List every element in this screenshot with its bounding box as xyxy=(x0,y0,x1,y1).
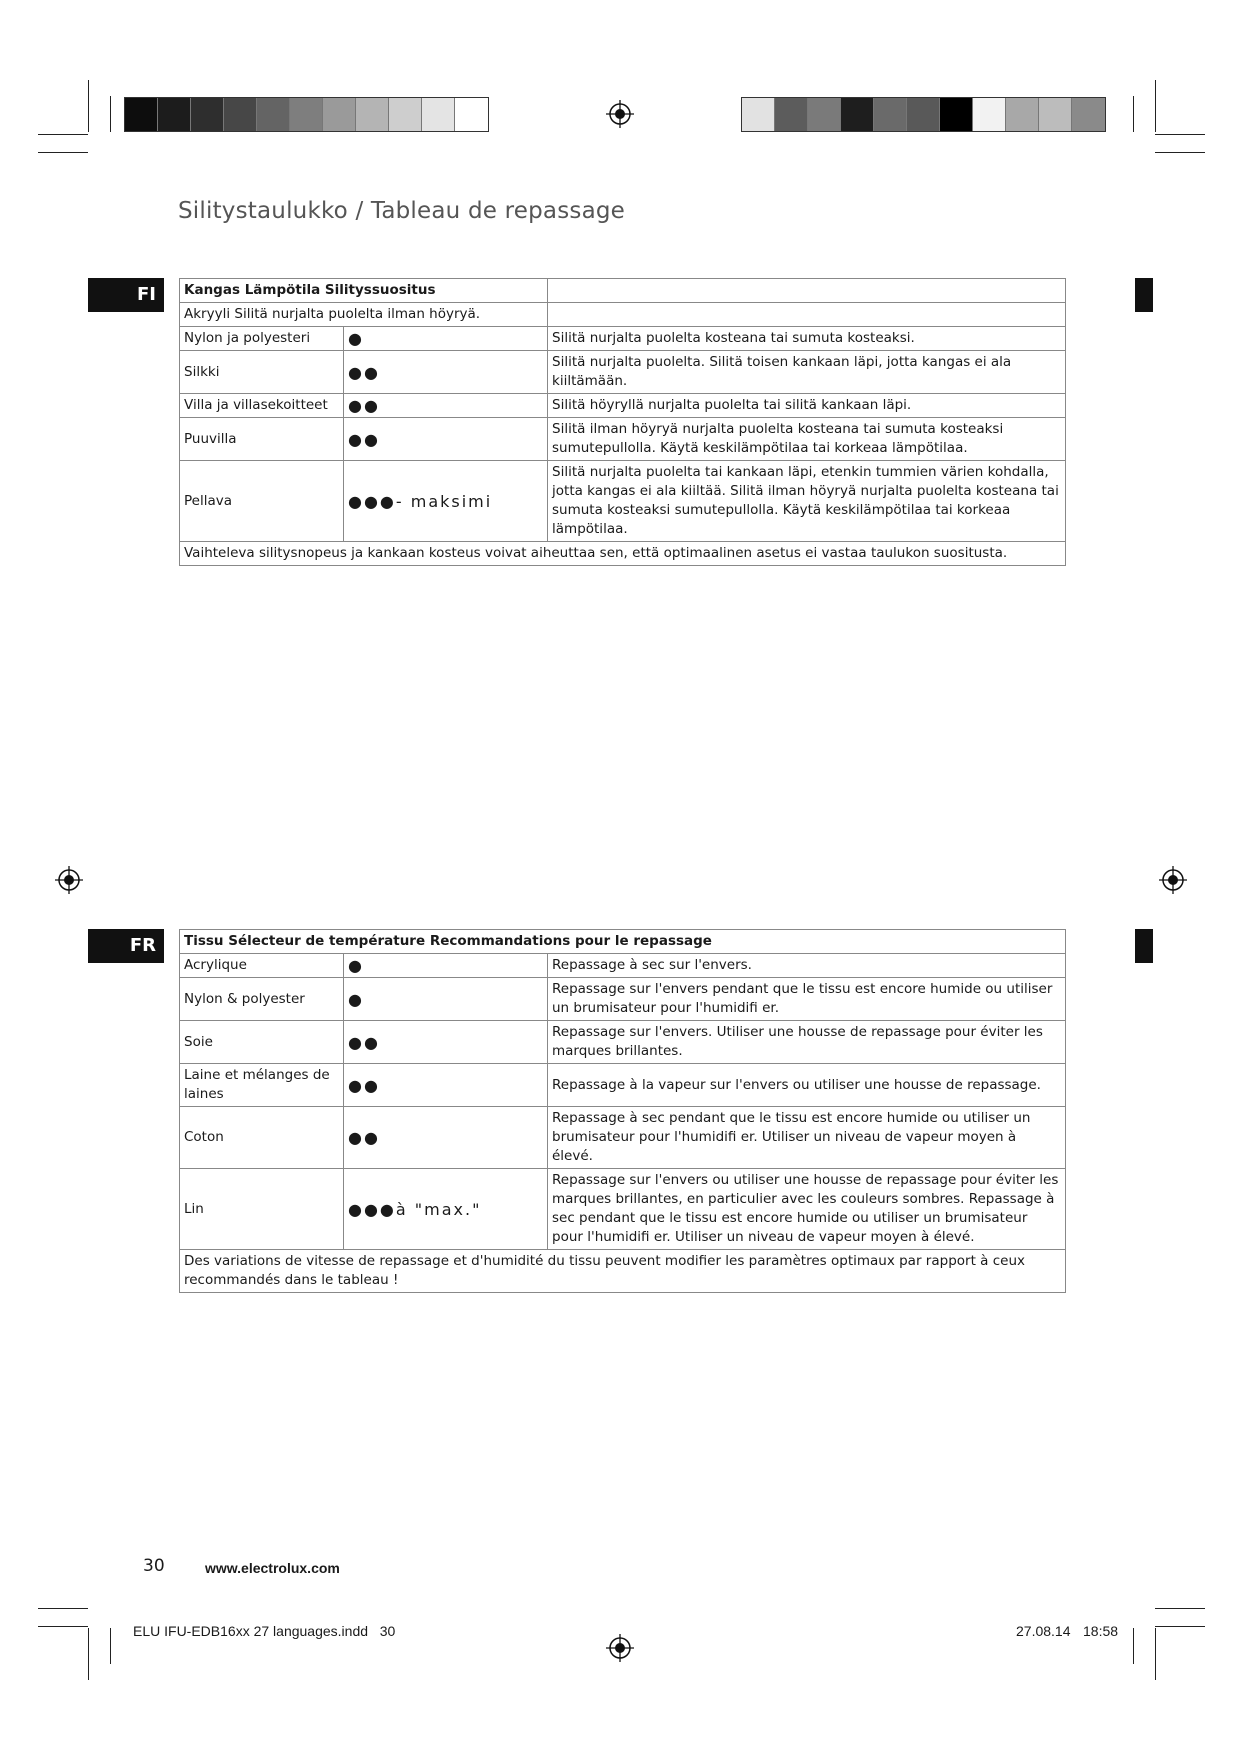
color-swatch xyxy=(1039,98,1072,131)
color-swatch xyxy=(356,98,389,131)
registration-mark-icon xyxy=(1159,866,1187,894)
table-cell-temperature: ●● xyxy=(344,418,548,461)
table-cell-advice: Repassage à sec pendant que le tissu est encore humide ou utiliser un brumisateur pour l'humidifi er. Utiliser un niveau de vapeur moyen à élevé. xyxy=(548,1107,1066,1169)
registration-mark-icon xyxy=(55,866,83,894)
language-tab-fr: FR xyxy=(88,929,164,963)
table-row xyxy=(180,1021,1066,1064)
ironing-table-fi xyxy=(179,278,1066,566)
crop-mark xyxy=(1155,1628,1156,1680)
table-cell-advice: Repassage à sec sur l'envers. xyxy=(548,954,1066,978)
table-cell-advice: Repassage sur l'envers pendant que le tissu est encore humide ou utiliser un brumisateur pour l'humidifi er. xyxy=(548,978,1066,1021)
color-bar-left xyxy=(124,97,489,132)
crop-mark xyxy=(38,152,88,153)
color-swatch xyxy=(907,98,940,131)
table-cell-temperature: ●● xyxy=(344,394,548,418)
color-swatch xyxy=(191,98,224,131)
table-note-row xyxy=(180,542,1066,566)
crop-mark xyxy=(38,1626,88,1627)
table-cell-fabric: Soie xyxy=(180,1021,344,1064)
color-swatch xyxy=(125,98,158,131)
table-row xyxy=(180,1107,1066,1169)
table-row xyxy=(180,394,1066,418)
table-row xyxy=(180,978,1066,1021)
crop-mark xyxy=(1155,152,1205,153)
crop-mark xyxy=(1155,1626,1205,1627)
table-row xyxy=(180,303,1066,327)
registration-mark-icon xyxy=(606,1634,634,1662)
table-row xyxy=(180,1064,1066,1107)
table-cell-temperature: ●● xyxy=(344,351,548,394)
page-number: 30 xyxy=(143,1556,165,1576)
website-url: www.electrolux.com xyxy=(205,1560,340,1576)
table-cell-advice: Repassage sur l'envers ou utiliser une housse de repassage pour éviter les marques brillantes, en particulier avec les couleurs sombres. Repassage à sec pendant que le tissu est encore humide ou utiliser un brumisateur pour l'humidifi er. Utiliser un niveau de vapeur moyen à élevé. xyxy=(548,1169,1066,1250)
table-cell-advice: Repassage sur l'envers. Utiliser une housse de repassage pour éviter les marques brillantes. xyxy=(548,1021,1066,1064)
table-cell-temperature: ● xyxy=(344,954,548,978)
table-cell-fabric: Acrylique xyxy=(180,954,344,978)
color-swatch xyxy=(841,98,874,131)
table-header: Tissu Sélecteur de température Recommandations pour le repassage xyxy=(180,930,1066,954)
color-swatch xyxy=(290,98,323,131)
table-cell-fabric: Nylon ja polyesteri xyxy=(180,327,344,351)
table-cell-fabric: Nylon & polyester xyxy=(180,978,344,1021)
table-cell-advice: Silitä höyryllä nurjalta puolelta tai silitä kankaan läpi. xyxy=(548,394,1066,418)
table-cell-temperature: ●● xyxy=(344,1107,548,1169)
table-row xyxy=(180,418,1066,461)
table-row xyxy=(180,954,1066,978)
table-header-row xyxy=(180,930,1066,954)
table-cell-temperature: ●● xyxy=(344,1064,548,1107)
table-cell-temperature: ●●●à "max." xyxy=(344,1169,548,1250)
table-cell-advice: Repassage à la vapeur sur l'envers ou utiliser une housse de repassage. xyxy=(548,1064,1066,1107)
table-cell-fabric: Pellava xyxy=(180,461,344,542)
table-cell-temperature: ●● xyxy=(344,1021,548,1064)
color-swatch xyxy=(389,98,422,131)
color-swatch xyxy=(874,98,907,131)
color-swatch xyxy=(323,98,356,131)
table-cell-fabric: Coton xyxy=(180,1107,344,1169)
crop-mark xyxy=(38,1608,88,1609)
table-cell-fabric: Silkki xyxy=(180,351,344,394)
table-cell-fabric: Laine et mélanges de laines xyxy=(180,1064,344,1107)
ironing-table-fr xyxy=(179,929,1066,1293)
table-note: Des variations de vitesse de repassage et d'humidité du tissu peuvent modifier les paramètres optimaux par rapport à ceux recommandés dans le tableau ! xyxy=(180,1250,1066,1293)
color-swatch xyxy=(973,98,1006,131)
table-row xyxy=(180,1169,1066,1250)
table-cell-temperature: ● xyxy=(344,978,548,1021)
table-note-row xyxy=(180,1250,1066,1293)
print-time: 18:58 xyxy=(1083,1623,1119,1639)
color-swatch xyxy=(224,98,257,131)
crop-mark xyxy=(1133,96,1134,132)
table-cell-advice: Silitä nurjalta puolelta kosteana tai sumuta kosteaksi. xyxy=(548,327,1066,351)
color-swatch xyxy=(1006,98,1039,131)
table-header: Kangas Lämpötila Silityssuositus xyxy=(180,279,548,303)
sidebar-marker xyxy=(1135,929,1153,963)
table-cell-advice: Silitä ilman höyryä nurjalta puolelta kosteana tai sumuta kosteaksi sumutepullolla. Käytä keskilämpötilaa tai korkeaa lämpötilaa. xyxy=(548,418,1066,461)
crop-mark xyxy=(110,96,111,132)
color-swatch xyxy=(808,98,841,131)
registration-mark-icon xyxy=(606,100,634,128)
color-swatch xyxy=(775,98,808,131)
crop-mark xyxy=(1155,134,1205,135)
crop-mark xyxy=(88,1628,89,1680)
color-swatch xyxy=(742,98,775,131)
crop-mark xyxy=(88,80,89,132)
table-cell-fabric: Puuvilla xyxy=(180,418,344,461)
color-swatch xyxy=(158,98,191,131)
color-swatch xyxy=(1072,98,1105,131)
crop-mark xyxy=(1133,1628,1134,1664)
color-swatch xyxy=(257,98,290,131)
table-note: Vaihteleva silitysnopeus ja kankaan kosteus voivat aiheuttaa sen, että optimaalinen asetus ei vastaa taulukon suositusta. xyxy=(180,542,1066,566)
table-row xyxy=(180,351,1066,394)
crop-mark xyxy=(38,134,88,135)
crop-mark xyxy=(110,1628,111,1664)
language-tab-fi: FI xyxy=(88,278,164,312)
color-bar-right xyxy=(741,97,1106,132)
file-info: ELU IFU-EDB16xx 27 languages.indd 30 xyxy=(133,1623,396,1639)
table-row xyxy=(180,461,1066,542)
table-cell-advice: Silitä nurjalta puolelta tai kankaan läpi, etenkin tummien värien kohdalla, jotta kangas ei ala kiiltää. Silitä ilman höyryä nurjalta puolelta kosteana tai sumuta kosteaksi sumutepullolla. Käytä keskilämpötilaa tai korkeaa lämpötilaa. xyxy=(548,461,1066,542)
table-cell-temperature: ● xyxy=(344,327,548,351)
crop-mark xyxy=(1155,1608,1205,1609)
table-cell-advice: Silitä nurjalta puolelta. Silitä toisen kankaan läpi, jotta kangas ei ala kiiltämään. xyxy=(548,351,1066,394)
table-header-row xyxy=(180,279,1066,303)
crop-mark xyxy=(1155,80,1156,132)
table-cell-text: Akryyli Silitä nurjalta puolelta ilman höyryä. xyxy=(180,303,548,327)
color-swatch xyxy=(422,98,455,131)
color-swatch xyxy=(455,98,488,131)
page-title: Silitystaulukko / Tableau de repassage xyxy=(178,198,626,224)
print-date: 27.08.14 xyxy=(1016,1623,1071,1639)
table-cell-fabric: Villa ja villasekoitteet xyxy=(180,394,344,418)
color-swatch xyxy=(940,98,973,131)
table-cell-fabric: Lin xyxy=(180,1169,344,1250)
sidebar-marker xyxy=(1135,278,1153,312)
table-row xyxy=(180,327,1066,351)
table-cell-temperature: ●●●- maksimi xyxy=(344,461,548,542)
